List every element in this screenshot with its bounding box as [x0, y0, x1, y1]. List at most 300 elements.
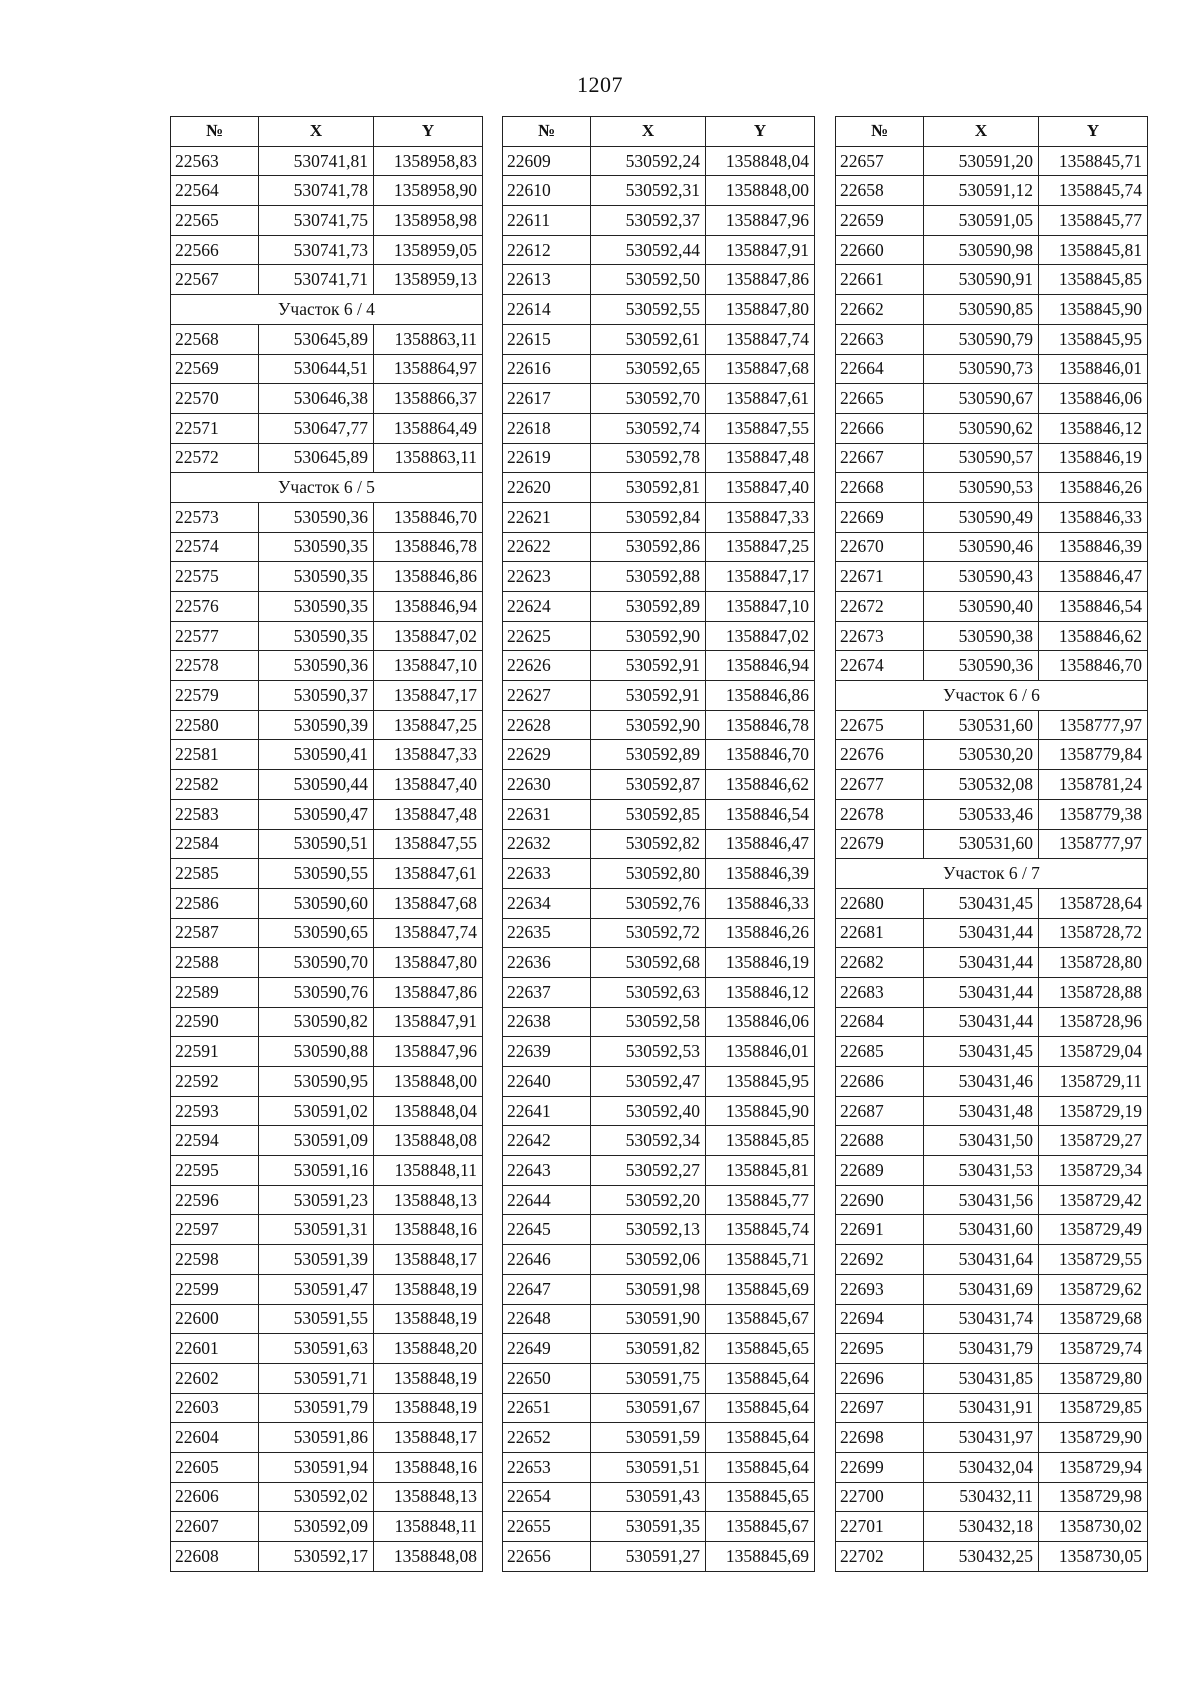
cell-number: 22680	[836, 888, 924, 918]
cell-number: 22618	[503, 413, 591, 443]
cell-number: 22631	[503, 799, 591, 829]
cell-y: 1358846,54	[1039, 592, 1148, 622]
cell-x: 530590,57	[924, 443, 1039, 473]
table-row	[836, 473, 1148, 503]
page-number: 1207	[577, 72, 623, 97]
cell-x: 530592,58	[591, 1007, 706, 1037]
cell-y: 1358863,11	[374, 324, 483, 354]
cell-number: 22583	[171, 799, 259, 829]
cell-y: 1358848,19	[374, 1304, 483, 1334]
cell-y: 1358848,16	[374, 1452, 483, 1482]
cell-x: 530431,79	[924, 1334, 1039, 1364]
table-row	[503, 799, 815, 829]
cell-x: 530591,27	[591, 1542, 706, 1572]
cell-y: 1358779,84	[1039, 740, 1148, 770]
cell-number: 22569	[171, 354, 259, 384]
table-row	[836, 1542, 1148, 1572]
cell-number: 22606	[171, 1482, 259, 1512]
cell-y: 1358729,68	[1039, 1304, 1148, 1334]
cell-y: 1358729,94	[1039, 1452, 1148, 1482]
cell-x: 530592,50	[591, 265, 706, 295]
cell-x: 530592,40	[591, 1096, 706, 1126]
table-row	[171, 1215, 483, 1245]
cell-number: 22697	[836, 1393, 924, 1423]
cell-x: 530591,59	[591, 1423, 706, 1453]
cell-x: 530590,60	[259, 888, 374, 918]
cell-x: 530592,02	[259, 1482, 374, 1512]
cell-x: 530590,62	[924, 413, 1039, 443]
cell-y: 1358846,06	[1039, 384, 1148, 414]
cell-number: 22665	[836, 384, 924, 414]
coordinate-table-3	[835, 116, 1148, 1572]
cell-x: 530592,24	[591, 146, 706, 176]
cell-number: 22607	[171, 1512, 259, 1542]
cell-number: 22700	[836, 1482, 924, 1512]
cell-number: 22685	[836, 1037, 924, 1067]
table-row	[171, 1007, 483, 1037]
cell-x: 530591,86	[259, 1423, 374, 1453]
cell-number: 22568	[171, 324, 259, 354]
cell-x: 530592,34	[591, 1126, 706, 1156]
cell-number: 22621	[503, 502, 591, 532]
table-row	[503, 918, 815, 948]
header-y: Y	[1039, 117, 1148, 147]
cell-number: 22591	[171, 1037, 259, 1067]
cell-y: 1358845,77	[1039, 206, 1148, 236]
table-row	[503, 770, 815, 800]
cell-x: 530647,77	[259, 413, 374, 443]
table-row	[836, 413, 1148, 443]
cell-x: 530592,90	[591, 621, 706, 651]
table-row	[836, 1334, 1148, 1364]
section-title: Участок 6 / 4	[171, 295, 483, 325]
table-row	[503, 948, 815, 978]
table-row	[836, 235, 1148, 265]
table-row	[836, 1452, 1148, 1482]
table-row	[503, 1215, 815, 1245]
cell-y: 1358729,85	[1039, 1393, 1148, 1423]
table-row	[503, 1245, 815, 1275]
cell-number: 22625	[503, 621, 591, 651]
cell-y: 1358729,19	[1039, 1096, 1148, 1126]
cell-y: 1358845,77	[706, 1185, 815, 1215]
table-row	[836, 1512, 1148, 1542]
cell-y: 1358845,67	[706, 1304, 815, 1334]
table-row	[503, 710, 815, 740]
cell-number: 22686	[836, 1067, 924, 1097]
cell-y: 1358864,97	[374, 354, 483, 384]
table-row	[171, 413, 483, 443]
table-row	[503, 502, 815, 532]
section-row	[836, 681, 1148, 711]
table-row	[503, 1096, 815, 1126]
cell-number: 22570	[171, 384, 259, 414]
cell-y: 1358846,47	[706, 829, 815, 859]
cell-y: 1358846,12	[1039, 413, 1148, 443]
cell-x: 530592,81	[591, 473, 706, 503]
table-row	[171, 324, 483, 354]
cell-y: 1358728,88	[1039, 977, 1148, 1007]
table-row	[836, 354, 1148, 384]
cell-x: 530590,41	[259, 740, 374, 770]
cell-number: 22619	[503, 443, 591, 473]
table-row	[503, 265, 815, 295]
cell-x: 530592,70	[591, 384, 706, 414]
cell-number: 22602	[171, 1363, 259, 1393]
cell-y: 1358847,02	[374, 621, 483, 651]
table-row	[171, 918, 483, 948]
table-row	[503, 1482, 815, 1512]
cell-y: 1358729,90	[1039, 1423, 1148, 1453]
cell-number: 22586	[171, 888, 259, 918]
cell-number: 22649	[503, 1334, 591, 1364]
section-row	[836, 859, 1148, 889]
cell-number: 22645	[503, 1215, 591, 1245]
cell-x: 530591,63	[259, 1334, 374, 1364]
cell-x: 530591,51	[591, 1452, 706, 1482]
table-row	[836, 532, 1148, 562]
cell-x: 530590,38	[924, 621, 1039, 651]
cell-y: 1358848,11	[374, 1512, 483, 1542]
cell-number: 22590	[171, 1007, 259, 1037]
table-row	[171, 1096, 483, 1126]
cell-x: 530590,35	[259, 592, 374, 622]
cell-x: 530590,46	[924, 532, 1039, 562]
cell-x: 530590,79	[924, 324, 1039, 354]
cell-x: 530592,91	[591, 651, 706, 681]
cell-y: 1358845,67	[706, 1512, 815, 1542]
cell-number: 22646	[503, 1245, 591, 1275]
table-row	[503, 1334, 815, 1364]
cell-y: 1358847,91	[706, 235, 815, 265]
table-row	[171, 859, 483, 889]
cell-y: 1358845,85	[1039, 265, 1148, 295]
cell-y: 1358847,86	[374, 977, 483, 1007]
table-row	[171, 888, 483, 918]
cell-x: 530592,72	[591, 918, 706, 948]
table-row	[836, 1215, 1148, 1245]
cell-y: 1358847,74	[374, 918, 483, 948]
cell-y: 1358847,61	[706, 384, 815, 414]
table-row	[836, 710, 1148, 740]
table-row	[836, 592, 1148, 622]
cell-number: 22611	[503, 206, 591, 236]
cell-x: 530431,69	[924, 1274, 1039, 1304]
header-number: №	[171, 117, 259, 147]
cell-x: 530592,74	[591, 413, 706, 443]
table-row	[503, 1452, 815, 1482]
cell-y: 1358848,08	[374, 1542, 483, 1572]
cell-y: 1358846,01	[706, 1037, 815, 1067]
cell-number: 22693	[836, 1274, 924, 1304]
cell-x: 530592,86	[591, 532, 706, 562]
cell-y: 1358848,11	[374, 1156, 483, 1186]
cell-y: 1358846,62	[706, 770, 815, 800]
table-row	[503, 1156, 815, 1186]
cell-y: 1358845,90	[706, 1096, 815, 1126]
table-row	[171, 1482, 483, 1512]
cell-x: 530590,35	[259, 562, 374, 592]
cell-x: 530592,89	[591, 740, 706, 770]
cell-number: 22577	[171, 621, 259, 651]
cell-number: 22608	[171, 1542, 259, 1572]
table-row	[171, 502, 483, 532]
cell-number: 22656	[503, 1542, 591, 1572]
cell-x: 530592,63	[591, 977, 706, 1007]
cell-number: 22701	[836, 1512, 924, 1542]
table-row	[836, 1304, 1148, 1334]
table-row	[836, 948, 1148, 978]
cell-x: 530591,55	[259, 1304, 374, 1334]
cell-x: 530432,25	[924, 1542, 1039, 1572]
table-row	[836, 829, 1148, 859]
cell-x: 530592,84	[591, 502, 706, 532]
cell-y: 1358729,80	[1039, 1363, 1148, 1393]
table-row	[503, 859, 815, 889]
cell-y: 1358848,00	[706, 176, 815, 206]
table-row	[503, 1037, 815, 1067]
cell-number: 22622	[503, 532, 591, 562]
cell-number: 22683	[836, 977, 924, 1007]
cell-x: 530590,37	[259, 681, 374, 711]
table-row	[503, 1185, 815, 1215]
cell-number: 22639	[503, 1037, 591, 1067]
table-header-row	[503, 117, 815, 147]
cell-x: 530431,48	[924, 1096, 1039, 1126]
cell-y: 1358846,19	[706, 948, 815, 978]
cell-number: 22652	[503, 1423, 591, 1453]
table-row	[836, 1007, 1148, 1037]
cell-y: 1358846,06	[706, 1007, 815, 1037]
cell-x: 530590,39	[259, 710, 374, 740]
table-row	[503, 295, 815, 325]
table-row	[171, 681, 483, 711]
section-row	[171, 473, 483, 503]
table-row	[836, 1126, 1148, 1156]
cell-y: 1358845,64	[706, 1452, 815, 1482]
table-row	[503, 681, 815, 711]
cell-x: 530590,49	[924, 502, 1039, 532]
cell-y: 1358846,70	[1039, 651, 1148, 681]
cell-x: 530592,37	[591, 206, 706, 236]
cell-number: 22670	[836, 532, 924, 562]
cell-y: 1358847,33	[706, 502, 815, 532]
cell-x: 530592,53	[591, 1037, 706, 1067]
cell-x: 530591,12	[924, 176, 1039, 206]
cell-y: 1358863,11	[374, 443, 483, 473]
cell-y: 1358847,61	[374, 859, 483, 889]
cell-y: 1358848,00	[374, 1067, 483, 1097]
cell-y: 1358845,81	[706, 1156, 815, 1186]
cell-y: 1358959,05	[374, 235, 483, 265]
cell-number: 22681	[836, 918, 924, 948]
cell-number: 22640	[503, 1067, 591, 1097]
cell-number: 22600	[171, 1304, 259, 1334]
cell-x: 530531,60	[924, 710, 1039, 740]
cell-y: 1358848,17	[374, 1423, 483, 1453]
table-row	[836, 1067, 1148, 1097]
cell-x: 530592,55	[591, 295, 706, 325]
cell-number: 22571	[171, 413, 259, 443]
table-row	[171, 948, 483, 978]
cell-number: 22662	[836, 295, 924, 325]
cell-x: 530592,47	[591, 1067, 706, 1097]
cell-x: 530592,68	[591, 948, 706, 978]
cell-x: 530592,91	[591, 681, 706, 711]
cell-number: 22593	[171, 1096, 259, 1126]
cell-y: 1358777,97	[1039, 829, 1148, 859]
cell-number: 22605	[171, 1452, 259, 1482]
header-x: X	[924, 117, 1039, 147]
cell-y: 1358864,49	[374, 413, 483, 443]
cell-y: 1358847,68	[706, 354, 815, 384]
cell-x: 530590,76	[259, 977, 374, 1007]
cell-x: 530532,08	[924, 770, 1039, 800]
cell-number: 22579	[171, 681, 259, 711]
cell-y: 1358845,81	[1039, 235, 1148, 265]
cell-y: 1358847,68	[374, 888, 483, 918]
cell-number: 22643	[503, 1156, 591, 1186]
table-row	[503, 176, 815, 206]
cell-y: 1358847,33	[374, 740, 483, 770]
cell-y: 1358846,33	[1039, 502, 1148, 532]
table-row	[503, 651, 815, 681]
cell-y: 1358729,74	[1039, 1334, 1148, 1364]
table-row	[503, 1274, 815, 1304]
cell-y: 1358847,25	[706, 532, 815, 562]
cell-number: 22655	[503, 1512, 591, 1542]
cell-number: 22699	[836, 1452, 924, 1482]
cell-number: 22682	[836, 948, 924, 978]
cell-number: 22574	[171, 532, 259, 562]
table-row	[836, 1156, 1148, 1186]
cell-x: 530592,65	[591, 354, 706, 384]
table-row	[171, 176, 483, 206]
cell-y: 1358846,39	[1039, 532, 1148, 562]
cell-number: 22599	[171, 1274, 259, 1304]
table-row	[836, 324, 1148, 354]
cell-y: 1358729,11	[1039, 1067, 1148, 1097]
cell-y: 1358847,55	[374, 829, 483, 859]
cell-number: 22628	[503, 710, 591, 740]
cell-x: 530592,44	[591, 235, 706, 265]
table-row	[836, 799, 1148, 829]
cell-x: 530431,56	[924, 1185, 1039, 1215]
table-row	[171, 592, 483, 622]
cell-number: 22603	[171, 1393, 259, 1423]
cell-y: 1358847,10	[374, 651, 483, 681]
cell-number: 22648	[503, 1304, 591, 1334]
table-row	[171, 621, 483, 651]
cell-x: 530591,20	[924, 146, 1039, 176]
cell-x: 530592,13	[591, 1215, 706, 1245]
header-y: Y	[706, 117, 815, 147]
cell-x: 530431,74	[924, 1304, 1039, 1334]
table-row	[836, 146, 1148, 176]
table-row	[171, 740, 483, 770]
cell-y: 1358848,13	[374, 1185, 483, 1215]
table-row	[503, 473, 815, 503]
table-row	[503, 1363, 815, 1393]
cell-x: 530645,89	[259, 443, 374, 473]
table-row	[503, 1304, 815, 1334]
cell-number: 22698	[836, 1423, 924, 1453]
cell-number: 22696	[836, 1363, 924, 1393]
cell-y: 1358845,85	[706, 1126, 815, 1156]
cell-y: 1358846,70	[374, 502, 483, 532]
cell-number: 22615	[503, 324, 591, 354]
cell-y: 1358847,55	[706, 413, 815, 443]
cell-y: 1358729,34	[1039, 1156, 1148, 1186]
cell-y: 1358846,47	[1039, 562, 1148, 592]
table-row	[836, 265, 1148, 295]
cell-number: 22594	[171, 1126, 259, 1156]
cell-number: 22610	[503, 176, 591, 206]
cell-y: 1358781,24	[1039, 770, 1148, 800]
cell-x: 530591,09	[259, 1126, 374, 1156]
cell-number: 22626	[503, 651, 591, 681]
cell-y: 1358729,49	[1039, 1215, 1148, 1245]
table-row	[171, 384, 483, 414]
cell-y: 1358847,91	[374, 1007, 483, 1037]
cell-y: 1358848,13	[374, 1482, 483, 1512]
cell-y: 1358866,37	[374, 384, 483, 414]
cell-number: 22641	[503, 1096, 591, 1126]
cell-x: 530591,31	[259, 1215, 374, 1245]
cell-y: 1358848,19	[374, 1274, 483, 1304]
table-row	[171, 1542, 483, 1572]
cell-y: 1358729,98	[1039, 1482, 1148, 1512]
cell-x: 530741,75	[259, 206, 374, 236]
cell-x: 530592,78	[591, 443, 706, 473]
table-row	[171, 532, 483, 562]
cell-y: 1358729,42	[1039, 1185, 1148, 1215]
cell-x: 530592,06	[591, 1245, 706, 1275]
cell-number: 22675	[836, 710, 924, 740]
cell-number: 22614	[503, 295, 591, 325]
cell-x: 530431,91	[924, 1393, 1039, 1423]
cell-number: 22587	[171, 918, 259, 948]
cell-number: 22584	[171, 829, 259, 859]
table-row	[171, 1512, 483, 1542]
cell-x: 530591,05	[924, 206, 1039, 236]
table-row	[171, 354, 483, 384]
cell-y: 1358845,95	[1039, 324, 1148, 354]
cell-number: 22673	[836, 621, 924, 651]
cell-x: 530591,90	[591, 1304, 706, 1334]
cell-x: 530590,35	[259, 532, 374, 562]
cell-y: 1358845,71	[706, 1245, 815, 1275]
coordinate-table-2	[502, 116, 815, 1572]
table-row	[503, 206, 815, 236]
table-row	[171, 1334, 483, 1364]
cell-x: 530590,35	[259, 621, 374, 651]
cell-number: 22617	[503, 384, 591, 414]
cell-number: 22644	[503, 1185, 591, 1215]
table-row	[503, 146, 815, 176]
table-row	[836, 1096, 1148, 1126]
cell-y: 1358848,17	[374, 1245, 483, 1275]
cell-x: 530591,79	[259, 1393, 374, 1423]
cell-number: 22616	[503, 354, 591, 384]
table-row	[171, 977, 483, 1007]
cell-x: 530590,53	[924, 473, 1039, 503]
cell-number: 22575	[171, 562, 259, 592]
table-row	[503, 443, 815, 473]
cell-number: 22653	[503, 1452, 591, 1482]
cell-number: 22588	[171, 948, 259, 978]
cell-y: 1358729,62	[1039, 1274, 1148, 1304]
